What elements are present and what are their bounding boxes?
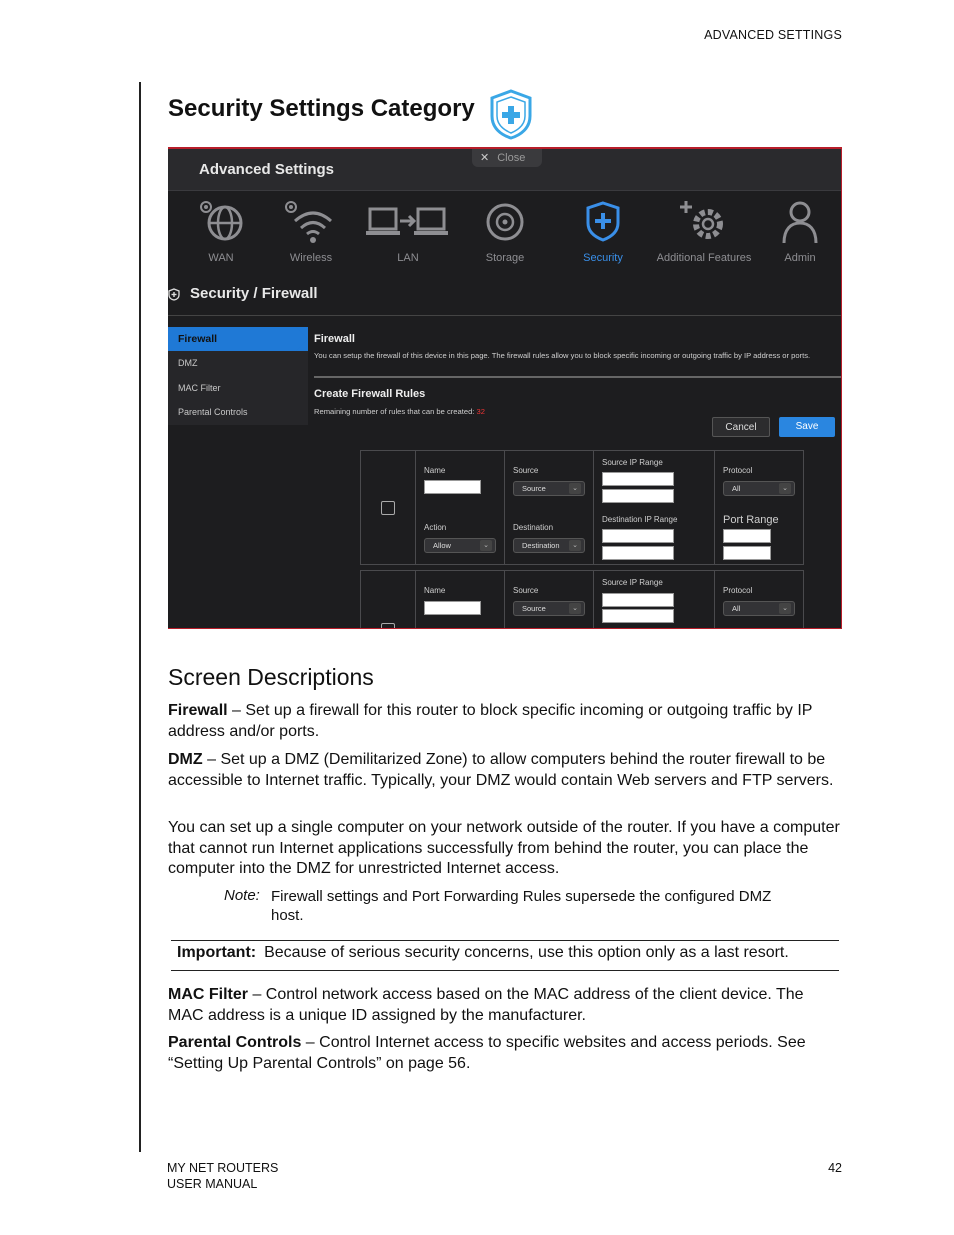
chevron-down-icon: ⌄: [779, 483, 791, 494]
remaining-label: Remaining number of rules that can be created:: [314, 407, 475, 416]
mac-text: – Control network access based on the MAC address of the client device. The MAC address is a unique ID assigned by the manufacturer.: [168, 986, 804, 1024]
port-range-label: Port Range: [723, 514, 779, 526]
running-header: ADVANCED SETTINGS: [704, 28, 842, 42]
dmz-description-para: [168, 750, 843, 791]
important-label: Important:: [177, 944, 257, 961]
router-ui-screenshot: [168, 147, 842, 629]
save-button[interactable]: Save: [779, 417, 835, 437]
firewall-rule-row: [360, 450, 804, 565]
admin-user-icon: [775, 197, 825, 247]
source-ip-start-input[interactable]: [602, 472, 674, 486]
chevron-down-icon: ⌄: [569, 540, 581, 551]
lan-icon: [366, 197, 450, 247]
action-select[interactable]: [424, 538, 496, 553]
protocol-select-value: All: [732, 484, 741, 493]
source-ip-label: Source IP Range: [602, 578, 663, 587]
nav-additional-features[interactable]: [654, 191, 754, 271]
sidebar-item-mac-filter[interactable]: MAC Filter: [178, 383, 221, 393]
term-mac-filter: MAC Filter: [168, 986, 248, 1003]
term-firewall: Firewall: [168, 702, 228, 719]
close-button[interactable]: [472, 149, 542, 167]
destination-select[interactable]: [513, 538, 585, 553]
footer-line1: MY NET ROUTERS: [167, 1161, 279, 1175]
nav-storage[interactable]: [460, 191, 550, 271]
port-end-input[interactable]: [723, 546, 771, 560]
divider: [171, 940, 839, 941]
additional-features-icon: [674, 197, 734, 247]
chevron-down-icon: ⌄: [480, 540, 492, 551]
remaining-value: 32: [476, 407, 485, 416]
category-nav: [168, 191, 841, 271]
section-heading-screen-descriptions: Screen Descriptions: [168, 664, 374, 690]
close-icon: ✕: [480, 152, 490, 164]
rule-checkbox[interactable]: [381, 501, 395, 515]
source-select[interactable]: [513, 481, 585, 496]
mac-filter-description-para: [168, 985, 843, 1026]
active-arrow: [296, 327, 308, 351]
nav-label: Security: [583, 252, 623, 264]
firewall-description-para: [168, 701, 843, 742]
rule-checkbox[interactable]: [381, 623, 395, 629]
page-number: 42: [828, 1161, 842, 1175]
source-ip-start-input[interactable]: [602, 593, 674, 607]
note-text: Firewall settings and Port Forwarding Rules supersede the configured DMZ host.: [271, 888, 772, 924]
nav-label: Wireless: [289, 252, 333, 264]
port-start-input[interactable]: [723, 529, 771, 543]
chevron-down-icon: ⌄: [569, 483, 581, 494]
source-ip-label: Source IP Range: [602, 458, 663, 467]
firewall-rule-row: [360, 570, 804, 629]
destination-label: Destination: [513, 523, 554, 532]
dmz-extra-para: You can set up a single computer on your network outside of the router. If you have a computer that cannot run Internet applications successfully from behind the router, you can place the computer into the DMZ for unrestricted Internet access.: [168, 819, 840, 877]
security-shield-icon: [488, 88, 534, 140]
sidebar-item-parental-controls[interactable]: Parental Controls: [178, 407, 248, 417]
section-heading: [168, 285, 318, 302]
nav-label: Storage: [485, 252, 525, 264]
create-rules-title: Create Firewall Rules: [314, 388, 426, 400]
cancel-button[interactable]: Cancel: [712, 417, 770, 437]
footer-title: [167, 1161, 278, 1192]
nav-label: WAN: [208, 252, 234, 264]
nav-lan[interactable]: [363, 191, 453, 271]
nav-admin[interactable]: [755, 191, 842, 271]
source-ip-end-input[interactable]: [602, 489, 674, 503]
dest-ip-end-input[interactable]: [602, 546, 674, 560]
storage-icon: [480, 197, 530, 247]
sidebar-item-dmz[interactable]: DMZ: [178, 358, 198, 368]
name-label: Name: [424, 586, 446, 595]
wireless-icon: [281, 197, 341, 247]
note-label: Note:: [224, 887, 260, 904]
footer-line2: USER MANUAL: [167, 1176, 258, 1191]
source-label: Source: [513, 466, 539, 475]
security-shield-icon: [578, 197, 628, 247]
wan-globe-icon: [191, 197, 251, 247]
nav-label: Additional Features: [656, 252, 752, 264]
protocol-select[interactable]: [723, 481, 795, 496]
source-select-value: Source: [522, 604, 546, 613]
term-dmz: DMZ: [168, 751, 203, 768]
advanced-settings-title: Advanced Settings: [199, 161, 335, 178]
protocol-label: Protocol: [723, 586, 753, 595]
destination-select-value: Destination: [522, 541, 560, 550]
dmz-text: – Set up a DMZ (Demilitarized Zone) to allow computers behind the router firewall to be accessible to Internet traffic. Typically, your DMZ would contain Web servers and FTP servers.: [168, 751, 834, 789]
source-ip-end-input[interactable]: [602, 609, 674, 623]
name-input[interactable]: [424, 601, 481, 615]
protocol-select-value: All: [732, 604, 741, 613]
important-text: Because of serious security concerns, use this option only as a last resort.: [264, 944, 789, 961]
nav-security[interactable]: [558, 191, 648, 271]
parental-controls-description-para: [168, 1033, 843, 1074]
firewall-description: You can setup the firewall of this device in this page. The firewall rules allow you to block specific incoming or outgoing traffic by IP address or ports.: [314, 351, 811, 360]
chevron-down-icon: ⌄: [569, 603, 581, 614]
protocol-label: Protocol: [723, 466, 753, 475]
dest-ip-start-input[interactable]: [602, 529, 674, 543]
nav-wireless[interactable]: [266, 191, 356, 271]
divider: [171, 970, 839, 971]
sidebar: [168, 327, 308, 425]
nav-label: LAN: [397, 252, 419, 264]
margin-rule: [139, 82, 141, 1152]
firewall-text: – Set up a firewall for this router to block specific incoming or outgoing traffic by IP address and/or ports.: [168, 702, 813, 740]
source-select[interactable]: [513, 601, 585, 616]
close-label: Close: [497, 152, 526, 164]
remaining-rules: [314, 407, 485, 416]
chevron-down-icon: ⌄: [779, 603, 791, 614]
action-select-value: Allow: [433, 541, 451, 550]
sidebar-item-firewall[interactable]: Firewall: [168, 327, 308, 351]
protocol-select[interactable]: [723, 601, 795, 616]
term-parental-controls: Parental Controls: [168, 1034, 302, 1051]
nav-wan[interactable]: [176, 191, 266, 271]
action-label: Action: [424, 523, 447, 532]
source-label: Source: [513, 586, 539, 595]
source-select-value: Source: [522, 484, 546, 493]
parental-text: – Control Internet access to specific websites and access periods. See “Setting Up Parental Controls” on page 56.: [168, 1034, 806, 1072]
destination-ip-label: Destination IP Range: [602, 515, 678, 524]
page-title: Security Settings Category: [168, 95, 475, 122]
nav-label: Admin: [784, 252, 816, 264]
name-input[interactable]: [424, 480, 481, 494]
divider: [314, 376, 842, 378]
shield-small-icon: [168, 288, 180, 301]
important-callout: [177, 944, 789, 962]
name-label: Name: [424, 466, 446, 475]
section-heading-text: Security / Firewall: [190, 285, 318, 302]
divider: [168, 315, 841, 316]
firewall-title: Firewall: [314, 333, 355, 345]
